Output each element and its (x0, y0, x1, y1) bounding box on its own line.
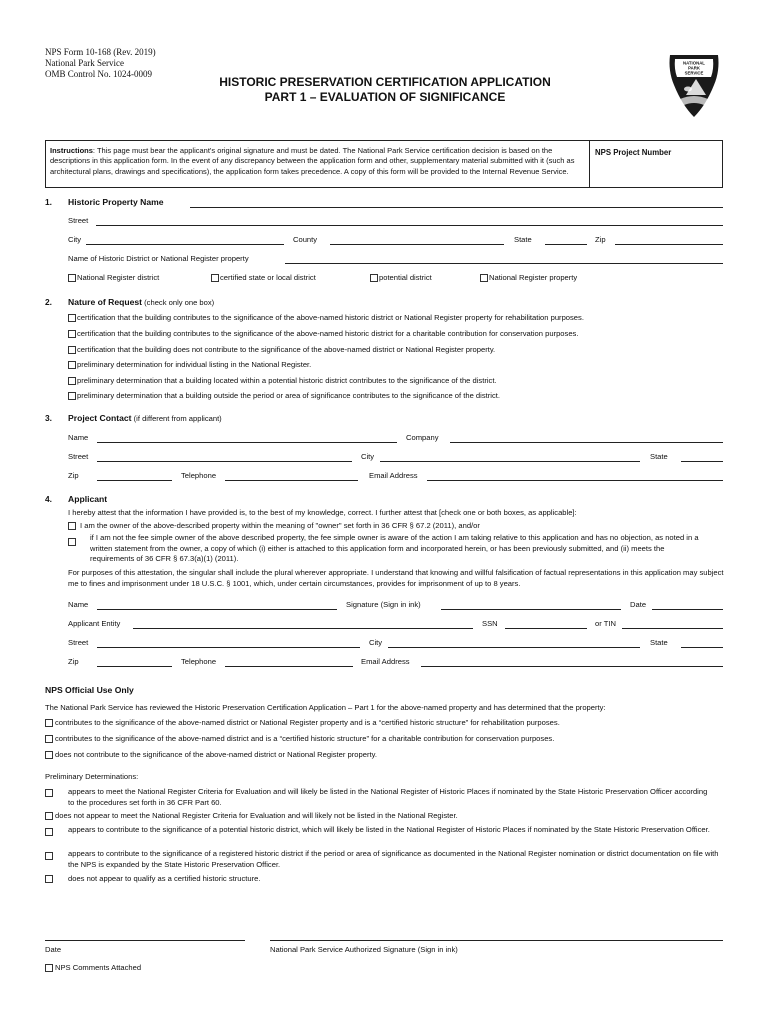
page-title (0, 75, 770, 105)
nps-arrowhead-logo (666, 51, 722, 119)
section-3-note: (if different from applicant) (133, 414, 222, 423)
form-number: NPS Form 10-168 (Rev. 2019) (45, 47, 156, 57)
contact-city-label: City (361, 452, 375, 461)
national-register-property-checkbox[interactable] (480, 274, 488, 282)
prelim-option-1-checkbox[interactable] (45, 789, 53, 797)
applicant-city-field[interactable] (388, 647, 640, 648)
county-field[interactable] (330, 244, 504, 245)
national-register-property-label: National Register property (489, 273, 578, 282)
prelim-option-2-checkbox[interactable] (45, 812, 53, 820)
contact-street-label: Street (68, 452, 89, 461)
box-divider (589, 141, 590, 187)
section-1-title: Historic Property Name (68, 197, 164, 207)
section-4-title: Applicant (68, 494, 108, 504)
section-1-number: 1. (45, 197, 52, 207)
prelim-option-4-label: appears to contribute to the significance of a registered historic district if the period or area of significance as documented in the National Register nomination or district documentation on file with the NPS is expanded by the State Historic Preservation Officer. (68, 849, 719, 869)
tin-field[interactable] (622, 628, 723, 629)
zip-label: Zip (595, 235, 606, 244)
city-field[interactable] (86, 244, 284, 245)
district-name-label: Name of Historic District or National Register property (68, 254, 249, 263)
title-line-1: HISTORIC PRESERVATION CERTIFICATION APPLICATION (219, 75, 551, 89)
official-option-3-checkbox[interactable] (45, 751, 53, 759)
request-option-2-label: certification that the building contributes to the significance of the above-named historic district for a charitable contribution for conservation purposes. (77, 329, 579, 338)
official-intro: The National Park Service has reviewed the Historic Preservation Certification Application – Part 1 for the above-named property and has determined that the property: (45, 703, 606, 712)
applicant-entity-field[interactable] (133, 628, 473, 629)
title-line-2: PART 1 – EVALUATION OF SIGNIFICANCE (264, 90, 506, 104)
official-option-1-label: contributes to the significance of the above-named district or National Register property and is a “certified historic structure” for rehabilitation purposes. (55, 718, 560, 727)
fee-simple-label: if I am not the fee simple owner of the above described property, the fee simple owner is aware of the action I am taking relative to this application and has no objection, as noted in a written statement from the owner, a copy of which (i) either is attached to this application form and incorporated herein, or has been previously submitted, and (ii) meets the requirements of 36 CFR § 67.3(a)(1) (2011). (90, 533, 699, 564)
logo-text-2: PARK (688, 65, 700, 71)
applicant-state-field[interactable] (681, 647, 723, 648)
official-option-2-label: contributes to the significance of the above-named district and is a “certified historic structure” for a charitable contribution for conservation purposes. (55, 734, 555, 743)
official-signature-label: National Park Service Authorized Signature (Sign in ink) (270, 945, 458, 954)
request-option-4-label: preliminary determination for individual listing in the National Register. (77, 360, 312, 369)
applicant-telephone-field[interactable] (225, 666, 353, 667)
section-2-note: (check only one box) (144, 298, 215, 307)
property-name-field[interactable] (190, 207, 723, 208)
request-option-5-checkbox[interactable] (68, 377, 76, 385)
national-register-district-checkbox[interactable] (68, 274, 76, 282)
certified-district-label: certified state or local district (220, 273, 316, 282)
official-option-1-checkbox[interactable] (45, 719, 53, 727)
applicant-zip-field[interactable] (97, 666, 172, 667)
tin-label: or TIN (595, 619, 616, 628)
contact-zip-field[interactable] (97, 480, 172, 481)
official-date-label: Date (45, 945, 62, 954)
section-4-number: 4. (45, 494, 52, 504)
applicant-city-label: City (369, 638, 383, 647)
section-3-number: 3. (45, 413, 52, 423)
section-2-heading (68, 297, 214, 307)
applicant-signature-field[interactable] (441, 609, 621, 610)
prelim-option-3-checkbox[interactable] (45, 828, 53, 836)
request-option-6-label: preliminary determination that a building outside the period or area of significance contributes to the significance of the district. (77, 391, 500, 400)
official-option-2-checkbox[interactable] (45, 735, 53, 743)
instructions-box (45, 140, 723, 188)
request-option-6-checkbox[interactable] (68, 392, 76, 400)
applicant-signature-label: Signature (Sign in ink) (346, 600, 421, 609)
prelim-option-5-label: does not appear to qualify as a certified historic structure. (68, 874, 261, 883)
applicant-name-field[interactable] (97, 609, 337, 610)
contact-telephone-label: Telephone (181, 471, 217, 480)
section-2-number: 2. (45, 297, 52, 307)
ssn-field[interactable] (505, 628, 587, 629)
potential-district-checkbox[interactable] (370, 274, 378, 282)
certified-district-checkbox[interactable] (211, 274, 219, 282)
nps-project-number-label: NPS Project Number (595, 148, 672, 157)
applicant-entity-label: Applicant Entity (68, 619, 121, 628)
county-label: County (293, 235, 318, 244)
official-option-3-label: does not contribute to the significance of the above-named district or National Register property. (55, 750, 377, 759)
applicant-zip-label: Zip (68, 657, 79, 666)
preliminary-determinations-label: Preliminary Determinations: (45, 772, 139, 781)
official-date-field[interactable] (45, 940, 245, 941)
zip-field[interactable] (615, 244, 723, 245)
applicant-street-field[interactable] (97, 647, 360, 648)
owner-checkbox[interactable] (68, 522, 76, 530)
applicant-street-label: Street (68, 638, 89, 647)
ssn-label: SSN (482, 619, 498, 628)
prelim-option-2-label: does not appear to meet the National Register Criteria for Evaluation and will likely not be listed in the National Register. (55, 811, 458, 820)
request-option-1-checkbox[interactable] (68, 314, 76, 322)
national-register-district-label: National Register district (77, 273, 160, 282)
logo-text-1: NATIONAL (683, 60, 705, 66)
attestation-text: I hereby attest that the information I have provided is, to the best of my knowledge, correct. I further attest that [check one or both boxes, as applicable]: (68, 508, 577, 517)
agency-name: National Park Service (45, 58, 124, 68)
request-option-3-checkbox[interactable] (68, 346, 76, 354)
contact-company-field[interactable] (450, 442, 723, 443)
contact-email-label: Email Address (369, 471, 418, 480)
applicant-email-field[interactable] (421, 666, 723, 667)
applicant-date-label: Date (630, 600, 647, 609)
contact-state-field[interactable] (681, 461, 723, 462)
contact-email-field[interactable] (427, 480, 723, 481)
prelim-option-1-label: appears to meet the National Register Criteria for Evaluation and will likely be listed in the National Register of Historic Places if nominated by the State Historic Preservation Officer according to the procedures set forth in 36 CFR Part 60. (68, 787, 708, 807)
instructions-body: : This page must bear the applicant's original signature and must be dated. The National Park Service certification decision is based on the descriptions in this application form. In the event of any discrepancy between the application form and other, supplementary material submitted with it (such as architectural plans, drawings and specifications), the application form takes precedence. A copy of this form will be provided to the Internal Revenue Service. (50, 146, 575, 176)
contact-name-field[interactable] (97, 442, 397, 443)
official-use-title: NPS Official Use Only (45, 685, 134, 695)
comments-attached-checkbox[interactable] (45, 964, 53, 972)
contact-city-field[interactable] (380, 461, 640, 462)
omb-control-number: OMB Control No. 1024-0009 (45, 69, 153, 79)
request-option-5-label: preliminary determination that a building located within a potential historic district contributes to the significance of the district. (77, 376, 497, 385)
applicant-email-label: Email Address (361, 657, 410, 666)
instructions-text (50, 146, 585, 177)
section-3-title: Project Contact (68, 413, 132, 423)
request-option-3-label: certification that the building does not contribute to the significance of the above-named district or National Register property. (77, 345, 496, 354)
applicant-state-label: State (650, 638, 668, 647)
logo-text-3: SERVICE (684, 70, 704, 76)
city-label: City (68, 235, 82, 244)
street-field[interactable] (96, 225, 723, 226)
contact-zip-label: Zip (68, 471, 79, 480)
fee-simple-checkbox[interactable] (68, 538, 76, 546)
request-option-4-checkbox[interactable] (68, 361, 76, 369)
contact-name-label: Name (68, 433, 89, 442)
state-label: State (514, 235, 532, 244)
section-2-title: Nature of Request (68, 297, 143, 307)
request-option-1-label: certification that the building contributes to the significance of the above-named historic district or National Register property for rehabilitation purposes. (77, 313, 584, 322)
official-signature-field[interactable] (270, 940, 723, 941)
section-3-heading (68, 413, 222, 423)
applicant-date-field[interactable] (652, 609, 723, 610)
district-name-field[interactable] (285, 263, 723, 264)
prelim-option-5-checkbox[interactable] (45, 875, 53, 883)
request-option-2-checkbox[interactable] (68, 330, 76, 338)
contact-telephone-field[interactable] (225, 480, 358, 481)
instructions-label: Instructions (50, 146, 93, 155)
applicant-telephone-label: Telephone (181, 657, 217, 666)
owner-label: I am the owner of the above-described property within the meaning of "owner" set forth in 36 CFR § 67.2 (2011), and/or (80, 521, 480, 530)
comments-attached-label: NPS Comments Attached (55, 963, 142, 972)
contact-company-label: Company (406, 433, 439, 442)
potential-district-label: potential district (379, 273, 432, 282)
prelim-option-3-label: appears to contribute to the significance of a potential historic district, which will likely be listed in the National Register of Historic Places if nominated by the State Historic Preservation Officer. (68, 825, 710, 834)
applicant-name-label: Name (68, 600, 89, 609)
attestation-purposes-text: For purposes of this attestation, the singular shall include the plural wherever appropriate. I understand that knowing and willful falsification of factual representations in this application may subject me to fines and imprisonment under 18 U.S.C. § 1001, which, under certain circumstances, provides for imprisonment of up to 8 years. (68, 568, 724, 588)
prelim-option-4-checkbox[interactable] (45, 852, 53, 860)
state-field[interactable] (545, 244, 587, 245)
contact-street-field[interactable] (97, 461, 352, 462)
contact-state-label: State (650, 452, 668, 461)
street-label: Street (68, 216, 89, 225)
